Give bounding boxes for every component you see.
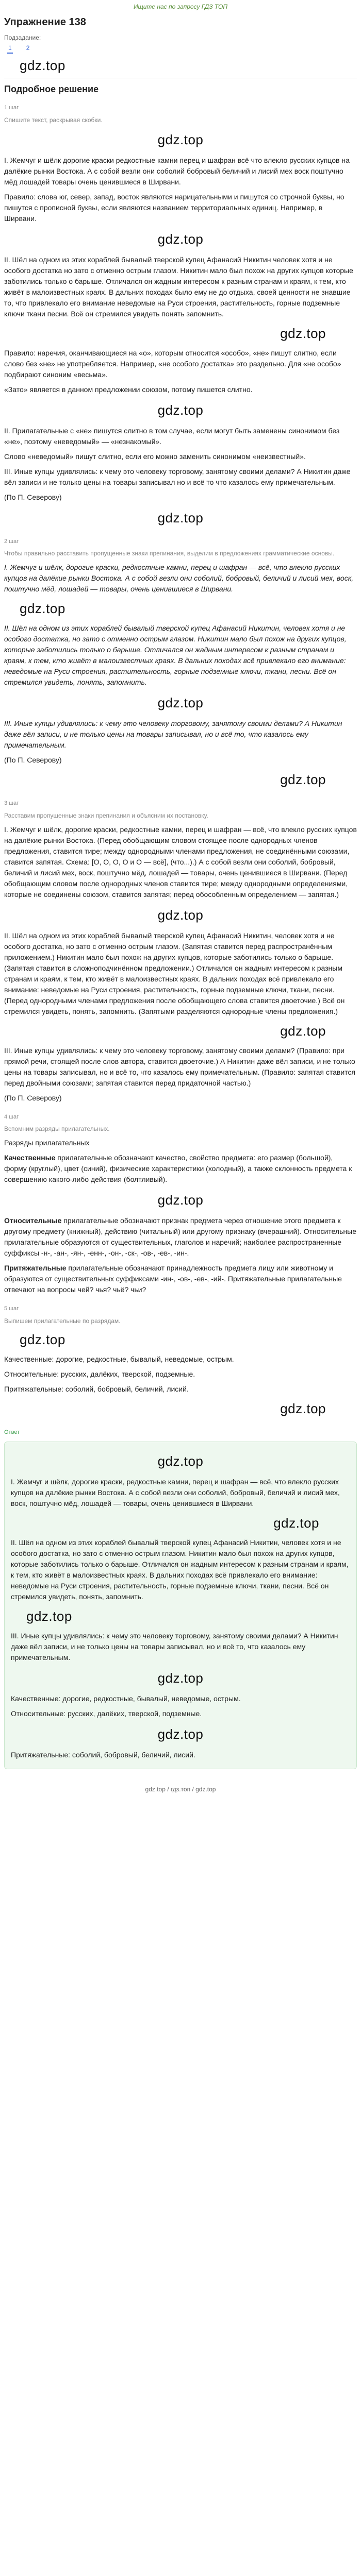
watermark: gdz.top bbox=[157, 1726, 204, 1742]
top-banner: Ищите нас по запросу ГДЗ ТОП bbox=[133, 3, 228, 10]
paragraph: I. Жемчуг и шёлк, дорогие краски, редкостные камни, перец и шафран — всё, что влекло русских купцов на далёкие рынки Востока. А с собой везли они соболий, бобровый, беличий и лисий мех, воск, поштучно мёд, лошадей — товары, очень ценившиеся в Ширвани. bbox=[4, 563, 354, 593]
watermark: gdz.top bbox=[280, 772, 326, 787]
watermark: gdz.top bbox=[20, 1331, 65, 1347]
paragraph: III. Иные купцы удивлялись: к чему это человеку торговому, занятому своими делами? (Правило: при прямой речи, стоящей после слов автора, ставится двоеточие.) А Никитин даже вёл записи, и не только цены на товары записывал, но и всё то, что казалось ему примечательным. (Правило: запятая ставится перед двойными союзами; запятая ставится перед придаточной частью.) bbox=[4, 1046, 356, 1087]
subtask-tab-1[interactable]: 1 bbox=[7, 43, 13, 54]
step-3 bbox=[4, 799, 357, 1104]
watermark: gdz.top bbox=[157, 510, 204, 526]
answer-box bbox=[4, 1442, 357, 1769]
watermark: gdz.top bbox=[280, 1023, 326, 1039]
step-hint: Вспомним разряды прилагательных. bbox=[4, 1125, 110, 1132]
step-label: 5 шаг bbox=[4, 1306, 19, 1312]
paragraph: Качественные: дорогие, редкостные, бывалый, неведомые, острым. bbox=[4, 1354, 234, 1363]
source: (По П. Северову) bbox=[4, 1093, 62, 1102]
paragraph: Правило: слова юг, север, запад, восток являются нарицательными и пишутся со строчной буквы, но пишутся с прописной буквы, если являются названием территориальных единиц. Например, в Ширвани. bbox=[4, 192, 344, 223]
paragraph: «Зато» является в данном предложении союзом, потому пишется слитно. bbox=[4, 385, 253, 394]
solution-title: Подробное решение bbox=[4, 84, 99, 94]
paragraph: Слово «неведомый» пишут слитно, если его можно заменить синонимом «неизвестный». bbox=[4, 452, 306, 461]
paragraph: Притяжательные: соболий, бобровый, беличий, лисий. bbox=[11, 1751, 195, 1759]
step-5 bbox=[4, 1304, 357, 1419]
watermark: gdz.top bbox=[157, 1670, 204, 1686]
watermark: gdz.top bbox=[157, 907, 204, 923]
step-label: 2 шаг bbox=[4, 538, 19, 545]
source: (По П. Северову) bbox=[4, 756, 62, 764]
watermark: gdz.top bbox=[280, 325, 326, 341]
watermark: gdz.top bbox=[26, 1608, 72, 1624]
step-hint: Выпишем прилагательные по разрядам. bbox=[4, 1317, 121, 1325]
paragraph: II. Шёл на одном из этих кораблей бывалый тверской купец Афанасий Никитин, человек хотя и не особого достатка, но зато с отменно острым глазом. Никитин мало был похож на других купцов, которые заботились только о барыше. Отличался он жадным интересом к разным странам и краям, к тем, кто живёт в малоизвестных краях. В дальних походах всё привлекало его внимание: неведомые на Руси строения, растительность, горные подземные ключи, ткани, песни. Всё он стремился увидеть, понять, запомнить. bbox=[4, 624, 347, 686]
subtask-label: Подзадание: bbox=[4, 34, 41, 41]
paragraph: II. Шёл на одном из этих кораблей бывалый тверской купец Афанасий Никитин, человек хотя и не особого достатка, но зато с отменно острым глазом. Никитин мало был похож на других купцов, которые заботились только о барыше. Отличался он жадным интересом к разным странам и краям, к тем, кто живёт в малоизвестных краях. В дальних походах всё привлекало его внимание: неведомые на Руси строения, растительность, горные подземные ключи, ткани, песни. Всё он стремился увидеть, понять, запомнить. bbox=[11, 1538, 349, 1601]
paragraph: I. Жемчуг и шёлк, дорогие краски, редкостные камни, перец и шафран — всё, что влекло русских купцов на далёкие рынки Востока. (Перед обобщающим словом стоящее после однородных членов предложения, ставится тире; между однородными членами предложения, не соединёнными союзами, ставится запятая. Схема: [О, О, О, О и О — всё], (что...).) А с собой везли они соболий, бобровый, беличий и лисий мех, воск, поштучно мёд, лошадей — товары, очень ценившиеся в Ширвани. (Перед обобщающим словом после однородных членов ставится тире; между однородными определениями, которые не соединены союзом, ставится запятая; перед обособленным определением — запятая.) bbox=[4, 825, 357, 899]
paragraph: I. Жемчуг и шёлк дорогие краски редкостные камни перец и шафран всё что влекло русских купцов на далёкие рынки Востока. А с собой везли они соболий бобровый беличий и лисий мех воск поштучно мёд лошадей товары очень ценившиеся в Ширвани. bbox=[4, 156, 350, 186]
watermark: gdz.top bbox=[273, 1515, 319, 1531]
term-text: прилагательные обозначают качество, свойство предмета: его размер (большой), форму (круглый), цвет (синий), физические характеристики (холодный), а также склонность предмета к совершению какого-либо действия (болтливый). bbox=[4, 1154, 352, 1183]
term: Относительные bbox=[4, 1216, 62, 1225]
step-label: 1 шаг bbox=[4, 105, 19, 111]
paragraph: II. Прилагательные с «не» пишутся слитно в том случае, если могут быть заменены синонимом без «не», поэтому «неведомый» — «незнакомый». bbox=[4, 426, 340, 446]
source: (По П. Северову) bbox=[4, 493, 62, 501]
paragraph: I. Жемчуг и шёлк, дорогие краски, редкостные камни, перец и шафран — всё, что влекло русских купцов на далёкие рынки Востока. А с собой везли они соболий, бобровый, беличий и лисий мех, воск, поштучно мёд, лошадей — товары, очень ценившиеся в Ширвани. bbox=[11, 1478, 340, 1507]
paragraph: II. Шёл на одном из этих кораблей бывалый тверской купец Афанасий Никитин, человек хотя и не особого достатка, но зато с отменно острым глазом. (Запятая ставится перед распространённым приложением.) Никитин мало был похож на других купцов, которые заботились только о барыше. (Запятая ставится в сложноподчинённом предложении.) Отличался он жадным интересом к разным странам и краям, к тем, кто живёт в малоизвестных краях. В дальних походах всё привлекало его внимание: неведомые на Руси строения, растительность, горные подземные ключи, ткани, песни. (Перед однородными членами предложения после обобщающего слова ставится двоеточие.) Всё он стремился увидеть, понять, запомнить. (Запятыми разделяются однородные члены предложения.) bbox=[4, 931, 345, 1015]
term-text: прилагательные обозначают принадлежность предмета лицу или животному и образуются от существительных суффиксами -ин-, -ов-, -ев-, -ий-. Притяжательные прилагательные отвечают на вопросы чей? чья? чьё? чьи? bbox=[4, 1264, 342, 1294]
paragraph: III. Иные купцы удивлялись: к чему это человеку торговому, занятому своими делами? А Никитин даже вёл записи, и не только цены на товары записывал, но и всё то, что казалось ему примечательным. bbox=[11, 1632, 338, 1662]
watermark: gdz.top bbox=[157, 402, 204, 418]
watermark: gdz.top bbox=[157, 695, 204, 710]
page-title: Упражнение 138 bbox=[4, 16, 86, 28]
term: Качественные bbox=[4, 1154, 56, 1162]
paragraph bbox=[4, 1215, 357, 1259]
paragraph: III. Иные купцы удивлялись: к чему это человеку торговому, занятому своими делами? А Никитин даже вёл записи и не только цены на товары записывал но и всё то что казалось ему примечательным. bbox=[4, 467, 351, 486]
paragraph: II. Шёл на одном из этих кораблей бывалый тверской купец Афанасий Никитин человек хотя и не особого достатка но зато с отменно острым глазом. Никитин мало был похож на других купцов которые заботились только о барыше. Отличался он жадным интересом к разным странам и краям, к тем, кто живёт в малоизвестных краях. В дальних походах было ему не до отдыха, своей ценности не знавшие то, что привлекало его внимание неведомые на Руси строения, растительность, горные подземные ключи ткани песни. Всё он стремился увидеть понять запомнить. bbox=[4, 255, 353, 318]
paragraph: Притяжательные: соболий, бобровый, беличий, лисий. bbox=[4, 1384, 189, 1393]
footer: gdz.top / гдз.топ / gdz.top bbox=[145, 1786, 216, 1793]
step-hint: Расставим пропущенные знаки препинания и объясним их постановку. bbox=[4, 811, 208, 819]
paragraph: Правило: наречия, оканчивающиеся на «о», которым относится «особо», «не» пишут слитно, если слово без «не» не употребляется. Например, «не особого достатка» это раздельно. Для «не особо» подбирают синоним «весьма». bbox=[4, 348, 341, 379]
watermark: gdz.top bbox=[20, 601, 65, 616]
step-label: 3 шаг bbox=[4, 800, 19, 806]
term-text: прилагательные обозначают признак предмета через отношение этого предмета к другому предмету (книжный), действию (читальный) или другому признаку (вчерашний). Относительные прилагательные образуются от существительных, глаголов и наречий; наиболее распространенные суффиксы -н-, -ан-, -ян-, -енн-, -он-, -ск-, -ов-, -ев-, -ин-. bbox=[4, 1216, 356, 1257]
watermark: gdz.top bbox=[20, 58, 65, 73]
step-hint: Чтобы правильно расставить пропущенные знаки препинания, выделим в предложениях грамматические основы. bbox=[4, 550, 335, 557]
subtask-tab-2[interactable]: 2 bbox=[26, 44, 30, 52]
watermark: gdz.top bbox=[157, 231, 204, 247]
watermark: gdz.top bbox=[157, 1192, 204, 1208]
paragraph: Относительные: русских, далёких, тверской, подземные. bbox=[4, 1369, 195, 1378]
watermark: gdz.top bbox=[157, 131, 204, 147]
step-4 bbox=[4, 1113, 357, 1296]
subtask-pager bbox=[7, 43, 357, 54]
watermark: gdz.top bbox=[280, 1400, 326, 1416]
section-heading: Разряды прилагательных bbox=[4, 1139, 90, 1147]
step-label: 4 шаг bbox=[4, 1113, 19, 1120]
answer-label: Ответ bbox=[4, 1429, 20, 1435]
term: Притяжательные bbox=[4, 1264, 67, 1272]
paragraph: Качественные: дорогие, редкостные, бывалый, неведомые, острым. bbox=[11, 1694, 241, 1703]
paragraph: III. Иные купцы удивлялись: к чему это человеку торговому, занятому своими делами? А Никитин даже вёл записи, и не только цены на товары записывал, но и всё то, что казалось ему примечательным. bbox=[4, 719, 342, 749]
paragraph bbox=[4, 1153, 357, 1185]
step-2 bbox=[4, 537, 357, 790]
paragraph: Относительные: русских, далёких, тверской, подземные. bbox=[11, 1709, 202, 1718]
step-hint: Спишите текст, раскрывая скобки. bbox=[4, 116, 103, 124]
step-1 bbox=[4, 104, 357, 528]
paragraph bbox=[4, 1263, 357, 1295]
watermark: gdz.top bbox=[157, 1453, 204, 1469]
